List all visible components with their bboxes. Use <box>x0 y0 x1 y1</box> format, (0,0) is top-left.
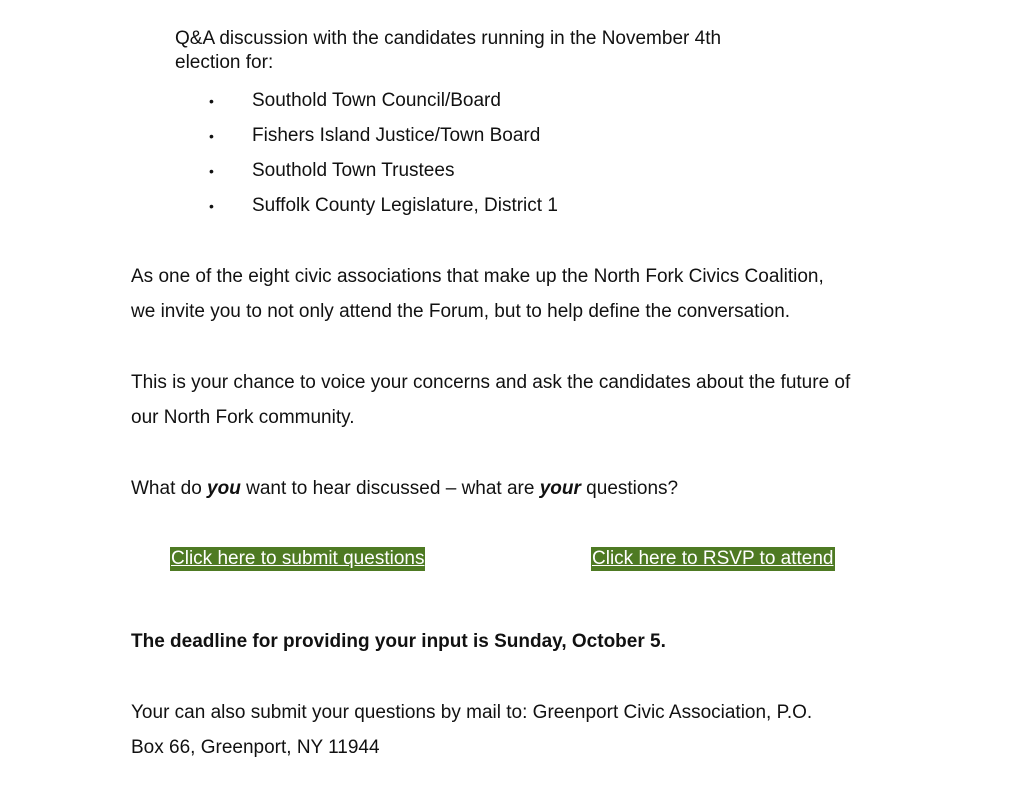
list-item <box>175 194 558 229</box>
mail-line-2: Box 66, Greenport, NY 11944 <box>131 737 380 758</box>
list-item <box>175 124 558 159</box>
race-label: Southold Town Council/Board <box>252 90 501 111</box>
deadline-text: The deadline for providing your input is Sunday, October 5. <box>131 631 666 652</box>
chance-line-1: This is your chance to voice your concerns and ask the candidates about the future of <box>131 372 851 393</box>
list-item <box>175 89 558 124</box>
question-paragraph <box>131 471 931 506</box>
mail-paragraph <box>131 695 931 765</box>
list-item <box>175 159 558 194</box>
rsvp-link[interactable]: Click here to RSVP to attend <box>592 548 834 569</box>
race-label: Fishers Island Justice/Town Board <box>252 125 541 146</box>
question-part-2: want to hear discussed – what are <box>240 478 540 499</box>
question-part-3: questions? <box>580 478 679 499</box>
intro-paragraph <box>175 27 815 75</box>
chance-paragraph <box>131 365 931 435</box>
submit-questions-link[interactable]: Click here to submit questions <box>171 548 425 569</box>
coalition-paragraph <box>131 259 931 329</box>
bullet-icon: • <box>209 163 214 179</box>
bullet-icon: • <box>209 198 214 214</box>
mail-line-1: Your can also submit your questions by mail to: Greenport Civic Association, P.O. <box>131 702 813 723</box>
race-list <box>175 89 558 229</box>
question-emphasis-your: your <box>539 478 581 499</box>
intro-line-2: election for: <box>175 52 274 73</box>
race-label: Southold Town Trustees <box>252 160 455 181</box>
question-emphasis-you: you <box>207 478 241 499</box>
coalition-line-1: As one of the eight civic associations that make up the North Fork Civics Coalition, <box>131 266 824 287</box>
race-label: Suffolk County Legislature, District 1 <box>252 195 558 216</box>
question-part-1: What do <box>131 478 208 499</box>
bullet-icon: • <box>209 128 214 144</box>
intro-line-1: Q&A discussion with the candidates running in the November 4th <box>175 28 722 49</box>
bullet-icon: • <box>209 93 214 109</box>
chance-line-2: our North Fork community. <box>131 407 355 428</box>
coalition-line-2: we invite you to not only attend the Forum, but to help define the conversation. <box>131 301 791 322</box>
